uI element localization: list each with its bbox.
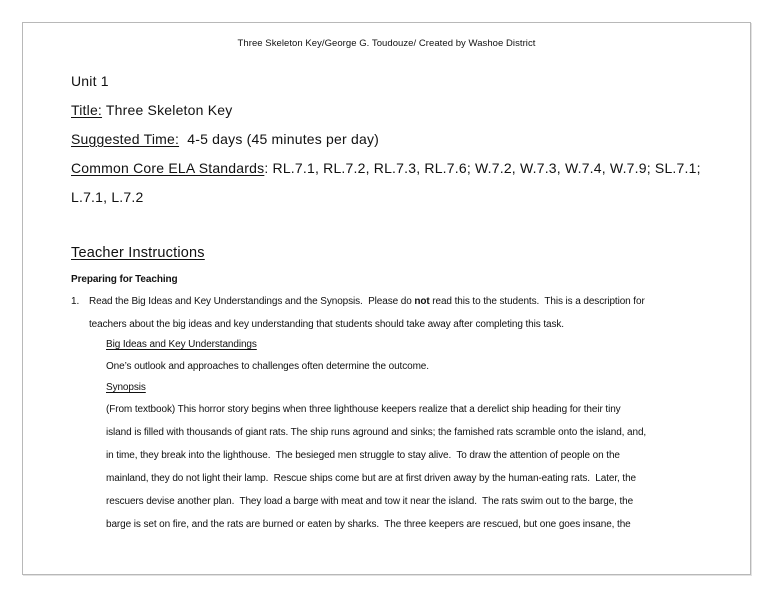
big-ideas-text: One’s outlook and approaches to challenges often determine the outcome. [106,361,429,372]
suggested-time-label: Suggested Time: [71,131,180,147]
synopsis-line: barge is set on fire, and the rats are burned or eaten by sharks. The three keepers are rescued, but one goes insane, the [106,519,631,530]
item1-bold-not: not [414,296,430,307]
title-value: Three Skeleton Key [102,102,233,118]
item1-text-b: read this to the students. This is a description for [429,296,645,307]
preparing-subheading: Preparing for Teaching [71,274,178,285]
big-ideas-heading: Big Ideas and Key Understandings [106,339,257,350]
item1-line1 [89,296,645,307]
synopsis-line: (From textbook) This horror story begins when three lighthouse keepers realize that a derelict ship heading for their tiny [106,404,621,415]
unit-label: Unit 1 [71,73,109,89]
teacher-instructions-heading: Teacher Instructions [71,245,205,261]
standards-value: : RL.7.1, RL.7.2, RL.7.3, RL.7.6; W.7.2, W.7.3, W.7.4, W.7.9; SL.7.1; [264,160,701,176]
title-label: Title: [71,102,103,118]
synopsis-line: in time, they break into the lighthouse. The besieged men struggle to stay alive. To draw the attention of people on the [106,450,620,461]
synopsis-line: rescuers devise another plan. They load a barge with meat and tow it near the island. The rats swim out to the barge, the [106,496,634,507]
title-line [71,102,232,118]
list-number: 1. [71,296,80,307]
document-page [22,22,751,575]
suggested-time-value: 4-5 days (45 minutes per day) [179,131,380,147]
item1-line2: teachers about the big ideas and key understanding that students should take away after completing this task. [89,319,564,330]
standards-line-2: L.7.1, L.7.2 [71,189,144,205]
synopsis-heading: Synopsis [106,382,146,393]
standards-label: Common Core ELA Standards [71,160,265,176]
item1-text-a: Read the Big Ideas and Key Understandings and the Synopsis. Please do [89,296,415,307]
page-header: Three Skeleton Key/George G. Toudouze/ Created by Washoe District [237,38,536,49]
standards-line [71,160,701,176]
suggested-time-line [71,131,379,147]
synopsis-line: island is filled with thousands of giant rats. The ship runs aground and sinks; the famished rats scramble onto the island, and, [106,427,647,438]
synopsis-line: mainland, they do not light their lamp. Rescue ships come but are at first driven away by the human-eating rats. Later, the [106,473,637,484]
